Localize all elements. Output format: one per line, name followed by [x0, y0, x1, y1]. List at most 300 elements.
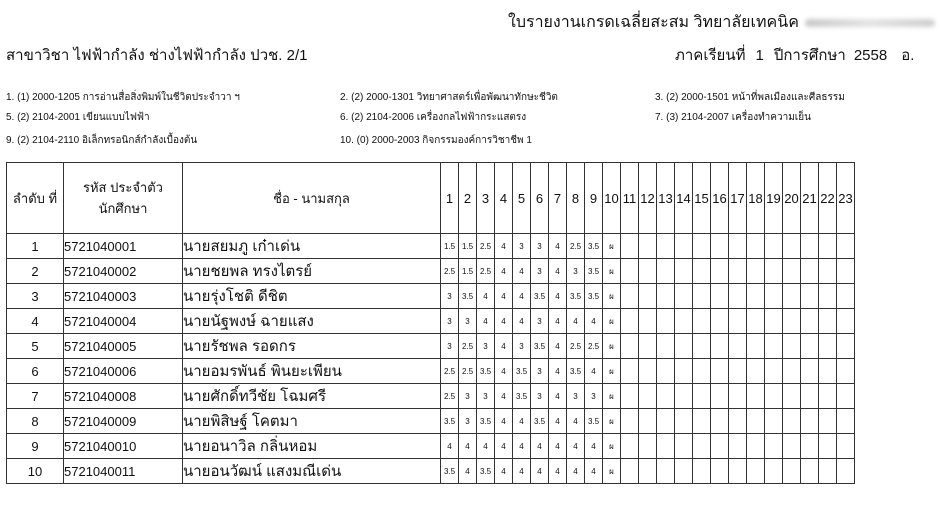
- empty-grade-cell: [711, 434, 729, 459]
- row-number: 6: [7, 359, 64, 384]
- student-name: นายรุ่งโชติ ดีชิต: [183, 284, 441, 309]
- grade-cell: 3.5: [477, 409, 495, 434]
- grade-cell: 4: [567, 409, 585, 434]
- empty-grade-cell: [819, 309, 837, 334]
- grade-cell: 4: [513, 259, 531, 284]
- grade-cell: 4: [549, 459, 567, 484]
- empty-grade-cell: [675, 234, 693, 259]
- empty-grade-cell: [657, 409, 675, 434]
- col-header-subject-19: 19: [765, 163, 783, 234]
- col-header-subject-13: 13: [657, 163, 675, 234]
- row-number: 3: [7, 284, 64, 309]
- table-row: [7, 409, 855, 434]
- empty-grade-cell: [765, 259, 783, 284]
- empty-grade-cell: [729, 259, 747, 284]
- empty-grade-cell: [747, 309, 765, 334]
- col-header-subject-3: 3: [477, 163, 495, 234]
- row-number: 4: [7, 309, 64, 334]
- grade-cell: 4: [495, 384, 513, 409]
- table-row: [7, 459, 855, 484]
- empty-grade-cell: [801, 459, 819, 484]
- grade-cell: 4: [549, 259, 567, 284]
- row-number: 7: [7, 384, 64, 409]
- table-row: [7, 359, 855, 384]
- empty-grade-cell: [837, 409, 855, 434]
- student-id: 5721040011: [64, 459, 183, 484]
- student-id: 5721040006: [64, 359, 183, 384]
- grade-cell: ผ: [603, 434, 621, 459]
- empty-grade-cell: [747, 334, 765, 359]
- col-header-subject-17: 17: [729, 163, 747, 234]
- grade-cell: 3.5: [585, 234, 603, 259]
- term-line: [675, 43, 940, 67]
- grade-cell: 4: [585, 434, 603, 459]
- empty-grade-cell: [711, 384, 729, 409]
- empty-grade-cell: [639, 409, 657, 434]
- empty-grade-cell: [729, 334, 747, 359]
- empty-grade-cell: [657, 234, 675, 259]
- empty-grade-cell: [837, 284, 855, 309]
- grade-cell: 4: [495, 459, 513, 484]
- empty-grade-cell: [837, 259, 855, 284]
- grade-cell: 1.5: [459, 234, 477, 259]
- empty-grade-cell: [693, 234, 711, 259]
- grade-cell: 2.5: [477, 259, 495, 284]
- grade-cell: 3.5: [459, 284, 477, 309]
- student-name: นายอนวัฒน์ แสงมณีเด่น: [183, 459, 441, 484]
- empty-grade-cell: [837, 384, 855, 409]
- table-row: [7, 434, 855, 459]
- empty-grade-cell: [747, 359, 765, 384]
- empty-grade-cell: [783, 459, 801, 484]
- col-header-subject-15: 15: [693, 163, 711, 234]
- grade-cell: 4: [567, 459, 585, 484]
- col-header-subject-9: 9: [585, 163, 603, 234]
- grade-cell: 4: [459, 434, 477, 459]
- grade-cell: 2.5: [459, 359, 477, 384]
- empty-grade-cell: [693, 259, 711, 284]
- empty-grade-cell: [729, 434, 747, 459]
- empty-grade-cell: [657, 284, 675, 309]
- student-id: 5721040001: [64, 234, 183, 259]
- col-header-no: ลำดับ ที่: [7, 163, 64, 234]
- grade-cell: 4: [513, 409, 531, 434]
- row-number: 1: [7, 234, 64, 259]
- grade-cell: 3.5: [531, 284, 549, 309]
- empty-grade-cell: [657, 309, 675, 334]
- grade-cell: 2.5: [567, 234, 585, 259]
- empty-grade-cell: [783, 409, 801, 434]
- empty-grade-cell: [783, 359, 801, 384]
- col-header-subject-8: 8: [567, 163, 585, 234]
- year-value: 2558: [853, 47, 888, 64]
- empty-grade-cell: [783, 284, 801, 309]
- empty-grade-cell: [639, 234, 657, 259]
- grade-cell: 4: [531, 434, 549, 459]
- grade-cell: 4: [549, 334, 567, 359]
- empty-grade-cell: [801, 434, 819, 459]
- empty-grade-cell: [765, 384, 783, 409]
- grade-cell: 4: [477, 284, 495, 309]
- empty-grade-cell: [783, 334, 801, 359]
- col-header-subject-5: 5: [513, 163, 531, 234]
- grade-cell: 2.5: [441, 384, 459, 409]
- empty-grade-cell: [639, 434, 657, 459]
- empty-grade-cell: [711, 409, 729, 434]
- grade-cell: 4: [513, 309, 531, 334]
- empty-grade-cell: [747, 434, 765, 459]
- department-line: สาขาวิชา ไฟฟ้ากำลัง ช่างไฟฟ้ากำลัง ปวช. 2/1: [6, 47, 308, 64]
- grade-cell: 2.5: [441, 259, 459, 284]
- subject-3: 3. (2) 2000-1501 หน้าที่พลเมืองและศีลธรรม: [655, 92, 845, 103]
- empty-grade-cell: [819, 334, 837, 359]
- empty-grade-cell: [639, 459, 657, 484]
- grade-cell: 2.5: [441, 359, 459, 384]
- empty-grade-cell: [657, 434, 675, 459]
- grade-cell: 4: [549, 284, 567, 309]
- grade-cell: 4: [441, 434, 459, 459]
- term-label: ภาคเรียนที่: [675, 47, 746, 64]
- empty-grade-cell: [639, 309, 657, 334]
- row-number: 5: [7, 334, 64, 359]
- empty-grade-cell: [693, 409, 711, 434]
- empty-grade-cell: [657, 459, 675, 484]
- grade-cell: 1.5: [459, 259, 477, 284]
- empty-grade-cell: [675, 259, 693, 284]
- student-id: 5721040005: [64, 334, 183, 359]
- empty-grade-cell: [693, 284, 711, 309]
- empty-grade-cell: [837, 309, 855, 334]
- empty-grade-cell: [729, 234, 747, 259]
- empty-grade-cell: [765, 284, 783, 309]
- col-header-subject-4: 4: [495, 163, 513, 234]
- empty-grade-cell: [729, 459, 747, 484]
- grade-cell: 2.5: [567, 334, 585, 359]
- table-row: [7, 284, 855, 309]
- grade-cell: 1.5: [441, 234, 459, 259]
- col-header-subject-20: 20: [783, 163, 801, 234]
- empty-grade-cell: [819, 359, 837, 384]
- grade-cell: 2.5: [585, 334, 603, 359]
- grade-cell: 3: [477, 334, 495, 359]
- col-header-subject-14: 14: [675, 163, 693, 234]
- empty-grade-cell: [837, 359, 855, 384]
- empty-grade-cell: [621, 359, 639, 384]
- grade-cell: 3: [441, 334, 459, 359]
- grade-cell: 3: [459, 409, 477, 434]
- subject-2: 2. (2) 2000-1301 วิทยาศาสตร์เพื่อพัฒนาทักษะชีวิต: [340, 92, 558, 103]
- empty-grade-cell: [783, 309, 801, 334]
- grade-cell: 4: [567, 309, 585, 334]
- col-header-subject-21: 21: [801, 163, 819, 234]
- empty-grade-cell: [711, 309, 729, 334]
- empty-grade-cell: [675, 334, 693, 359]
- empty-grade-cell: [621, 259, 639, 284]
- empty-grade-cell: [747, 459, 765, 484]
- empty-grade-cell: [675, 309, 693, 334]
- col-header-name: ชื่อ - นามสกุล: [183, 163, 441, 234]
- col-header-id: รหัส ประจำตัว นักศึกษา: [64, 163, 183, 234]
- empty-grade-cell: [693, 359, 711, 384]
- col-header-subject-7: 7: [549, 163, 567, 234]
- grade-cell: 4: [477, 309, 495, 334]
- empty-grade-cell: [747, 409, 765, 434]
- grade-cell: 3: [441, 309, 459, 334]
- empty-grade-cell: [657, 384, 675, 409]
- empty-grade-cell: [675, 359, 693, 384]
- grade-cell: 3.5: [531, 334, 549, 359]
- student-id: 5721040004: [64, 309, 183, 334]
- empty-grade-cell: [765, 434, 783, 459]
- col-header-subject-11: 11: [621, 163, 639, 234]
- empty-grade-cell: [783, 259, 801, 284]
- empty-grade-cell: [711, 334, 729, 359]
- table-row: [7, 259, 855, 284]
- grade-cell: ผ: [603, 359, 621, 384]
- empty-grade-cell: [693, 384, 711, 409]
- empty-grade-cell: [693, 434, 711, 459]
- empty-grade-cell: [801, 259, 819, 284]
- empty-grade-cell: [747, 384, 765, 409]
- col-header-subject-16: 16: [711, 163, 729, 234]
- empty-grade-cell: [801, 284, 819, 309]
- grade-cell: 4: [495, 334, 513, 359]
- empty-grade-cell: [819, 384, 837, 409]
- empty-grade-cell: [765, 234, 783, 259]
- grade-cell: 3.5: [585, 284, 603, 309]
- student-name: นายศักดิ์ทวีชัย โฉมศรี: [183, 384, 441, 409]
- empty-grade-cell: [819, 459, 837, 484]
- grade-cell: 4: [585, 459, 603, 484]
- grade-cell: 4: [585, 359, 603, 384]
- empty-grade-cell: [675, 434, 693, 459]
- grade-cell: 3: [531, 259, 549, 284]
- grade-cell: ผ: [603, 259, 621, 284]
- empty-grade-cell: [711, 359, 729, 384]
- grade-cell: 4: [477, 434, 495, 459]
- subject-6: 6. (2) 2104-2006 เครื่องกลไฟฟ้ากระแสตรง: [340, 112, 527, 123]
- col-header-subject-23: 23: [837, 163, 855, 234]
- table-row: [7, 384, 855, 409]
- year-label: ปีการศึกษา: [773, 47, 846, 64]
- empty-grade-cell: [729, 359, 747, 384]
- empty-grade-cell: [711, 259, 729, 284]
- empty-grade-cell: [819, 409, 837, 434]
- row-number: 10: [7, 459, 64, 484]
- grade-cell: 4: [549, 309, 567, 334]
- student-id: 5721040002: [64, 259, 183, 284]
- table-row: [7, 309, 855, 334]
- empty-grade-cell: [783, 234, 801, 259]
- grade-cell: 4: [549, 434, 567, 459]
- grade-cell: 4: [513, 434, 531, 459]
- student-id: 5721040003: [64, 284, 183, 309]
- empty-grade-cell: [837, 459, 855, 484]
- grade-cell: 3.5: [441, 459, 459, 484]
- empty-grade-cell: [639, 384, 657, 409]
- table-row: [7, 234, 855, 259]
- grade-cell: 2.5: [459, 334, 477, 359]
- student-name: นายนัฐพงษ์ ฉายแสง: [183, 309, 441, 334]
- empty-grade-cell: [837, 434, 855, 459]
- grade-cell: ผ: [603, 234, 621, 259]
- redacted-school-name: [805, 19, 935, 27]
- empty-grade-cell: [819, 434, 837, 459]
- grade-cell: 3: [531, 384, 549, 409]
- grade-cell: 4: [459, 459, 477, 484]
- grade-cell: 4: [495, 359, 513, 384]
- subject-10: 10. (0) 2000-2003 กิจกรรมองค์การวิชาชีพ 1: [340, 135, 532, 146]
- col-header-subject-12: 12: [639, 163, 657, 234]
- student-name: นายสยมภู เก๋าเด่น: [183, 234, 441, 259]
- grade-cell: 3.5: [567, 359, 585, 384]
- subject-7: 7. (3) 2104-2007 เครื่องทำความเย็น: [655, 112, 811, 123]
- student-name: นายชยพล ทรงไตรย์: [183, 259, 441, 284]
- empty-grade-cell: [693, 334, 711, 359]
- grade-cell: 3: [567, 259, 585, 284]
- empty-grade-cell: [801, 309, 819, 334]
- empty-grade-cell: [765, 459, 783, 484]
- empty-grade-cell: [621, 409, 639, 434]
- student-name: นายอนาวิล กลิ่นหอม: [183, 434, 441, 459]
- empty-grade-cell: [819, 259, 837, 284]
- empty-grade-cell: [765, 359, 783, 384]
- grade-cell: 4: [513, 459, 531, 484]
- grade-cell: 3.5: [477, 459, 495, 484]
- empty-grade-cell: [801, 409, 819, 434]
- grade-cell: 4: [495, 434, 513, 459]
- col-header-subject-2: 2: [459, 163, 477, 234]
- empty-grade-cell: [801, 384, 819, 409]
- empty-grade-cell: [783, 384, 801, 409]
- empty-grade-cell: [801, 234, 819, 259]
- header-trail: อ.: [901, 47, 915, 64]
- grade-cell: ผ: [603, 309, 621, 334]
- empty-grade-cell: [729, 384, 747, 409]
- empty-grade-cell: [693, 459, 711, 484]
- row-number: 9: [7, 434, 64, 459]
- grade-cell: 3.5: [513, 384, 531, 409]
- col-header-subject-1: 1: [441, 163, 459, 234]
- grade-cell: ผ: [603, 384, 621, 409]
- empty-grade-cell: [621, 309, 639, 334]
- grade-cell: 3.5: [477, 359, 495, 384]
- table-header-row: [7, 163, 855, 234]
- empty-grade-cell: [621, 384, 639, 409]
- student-name: นายรัชพล รอดกร: [183, 334, 441, 359]
- report-title-text: ใบรายงานเกรดเฉลี่ยสะสม วิทยาลัยเทคนิค: [508, 14, 799, 31]
- grade-cell: ผ: [603, 284, 621, 309]
- grade-cell: ผ: [603, 459, 621, 484]
- empty-grade-cell: [675, 459, 693, 484]
- grade-cell: 4: [495, 284, 513, 309]
- empty-grade-cell: [711, 284, 729, 309]
- empty-grade-cell: [765, 409, 783, 434]
- empty-grade-cell: [621, 234, 639, 259]
- row-number: 8: [7, 409, 64, 434]
- grade-cell: ผ: [603, 334, 621, 359]
- empty-grade-cell: [765, 334, 783, 359]
- grade-cell: 4: [513, 284, 531, 309]
- grade-cell: 3.5: [441, 409, 459, 434]
- subject-9: 9. (2) 2104-2110 อิเล็กทรอนิกส์กำลังเบื้องต้น: [6, 135, 198, 146]
- grade-cell: 3: [459, 384, 477, 409]
- grade-cell: 4: [495, 234, 513, 259]
- grade-cell: 4: [495, 409, 513, 434]
- student-id: 5721040008: [64, 384, 183, 409]
- term-value: 1: [755, 47, 764, 64]
- grade-cell: 3: [531, 234, 549, 259]
- empty-grade-cell: [801, 359, 819, 384]
- grade-cell: 3: [567, 384, 585, 409]
- empty-grade-cell: [747, 284, 765, 309]
- empty-grade-cell: [747, 259, 765, 284]
- empty-grade-cell: [639, 284, 657, 309]
- grade-cell: ผ: [603, 409, 621, 434]
- empty-grade-cell: [837, 234, 855, 259]
- empty-grade-cell: [729, 309, 747, 334]
- grade-cell: 3: [459, 309, 477, 334]
- col-header-subject-18: 18: [747, 163, 765, 234]
- grade-cell: 3: [441, 284, 459, 309]
- grade-cell: 4: [549, 384, 567, 409]
- empty-grade-cell: [765, 309, 783, 334]
- grade-table-body: [7, 234, 855, 484]
- empty-grade-cell: [711, 234, 729, 259]
- col-header-subject-10: 10: [603, 163, 621, 234]
- empty-grade-cell: [621, 434, 639, 459]
- grade-cell: 3: [531, 359, 549, 384]
- student-id: 5721040010: [64, 434, 183, 459]
- empty-grade-cell: [621, 284, 639, 309]
- grade-cell: 3: [585, 384, 603, 409]
- student-name: นายอมรพันธ์ พินยะเพียน: [183, 359, 441, 384]
- row-number: 2: [7, 259, 64, 284]
- empty-grade-cell: [675, 384, 693, 409]
- grade-cell: 3: [531, 309, 549, 334]
- subject-5: 5. (2) 2104-2001 เขียนแบบไฟฟ้า: [6, 112, 150, 123]
- empty-grade-cell: [729, 284, 747, 309]
- grade-cell: 4: [495, 309, 513, 334]
- empty-grade-cell: [819, 284, 837, 309]
- grade-cell: 4: [549, 359, 567, 384]
- subject-1: 1. (1) 2000-1205 การอ่านสื่อสิ่งพิมพ์ในชีวิตประจำวา ฯ: [6, 92, 240, 103]
- col-header-subject-6: 6: [531, 163, 549, 234]
- empty-grade-cell: [657, 259, 675, 284]
- grade-cell: 4: [495, 259, 513, 284]
- student-id: 5721040009: [64, 409, 183, 434]
- empty-grade-cell: [675, 409, 693, 434]
- empty-grade-cell: [693, 309, 711, 334]
- grade-cell: 3.5: [531, 409, 549, 434]
- empty-grade-cell: [639, 359, 657, 384]
- empty-grade-cell: [837, 334, 855, 359]
- grade-cell: 4: [585, 309, 603, 334]
- table-row: [7, 334, 855, 359]
- empty-grade-cell: [621, 459, 639, 484]
- empty-grade-cell: [621, 334, 639, 359]
- grade-cell: 4: [549, 234, 567, 259]
- grade-cell: 3.5: [567, 284, 585, 309]
- empty-grade-cell: [657, 359, 675, 384]
- grade-cell: 4: [567, 434, 585, 459]
- grade-cell: 2.5: [477, 234, 495, 259]
- report-title: [508, 10, 940, 35]
- grade-cell: 3: [477, 384, 495, 409]
- grade-cell: 3: [513, 234, 531, 259]
- student-name: นายพิสิษฐ์ โคตมา: [183, 409, 441, 434]
- empty-grade-cell: [801, 334, 819, 359]
